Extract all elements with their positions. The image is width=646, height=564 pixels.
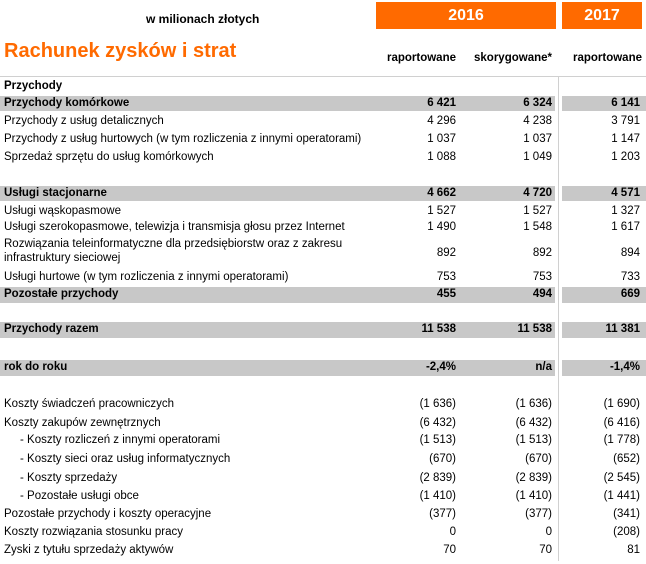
cell-2017-reported: 81 [627,544,640,556]
cell-2017-reported: 1 617 [611,221,640,233]
cell-2016-adjusted: 11 538 [517,323,552,335]
cell-2016-reported: (6 432) [419,417,456,429]
row-label: Sprzedaż sprzętu do usług komórkowych [4,151,214,163]
table-row [0,271,646,285]
cell-2016-reported: (1 513) [419,434,456,446]
cell-2016-adjusted: 1 527 [523,205,552,217]
year-2016-header: 2016 [376,2,556,29]
cell-2016-adjusted: n/a [535,361,552,373]
cell-2016-reported: -2,4% [425,361,456,373]
cell-2016-adjusted: 494 [532,288,552,300]
cell-2016-adjusted: 4 720 [523,187,552,199]
row-label: Przychody z usług detalicznych [4,115,164,127]
cell-2016-reported: 753 [436,271,456,283]
row-label-line-2: infrastruktury sieciowej [4,252,121,264]
row-label: Przychody [4,80,63,92]
header-divider [0,76,646,77]
cell-2017-reported: 733 [620,271,640,283]
cell-2017-reported: (1 441) [603,490,640,502]
cell-2017-reported: 3 791 [611,115,640,127]
cell-2016-reported: (1 636) [419,398,456,410]
cell-2016-reported: 892 [436,247,456,259]
cell-2017-reported: 11 381 [605,323,640,335]
cell-2016-adjusted: (1 513) [515,434,552,446]
cell-2016-adjusted: 892 [532,247,552,259]
row-label: Przychody komórkowe [4,97,130,109]
cell-2016-reported: 11 538 [421,323,456,335]
row-label: Usługi stacjonarne [4,187,107,199]
cell-2016-reported: 1 527 [427,205,456,217]
row-label: Usługi wąskopasmowe [4,205,121,217]
row-label: Zyski z tytułu sprzedaży aktywów [4,544,174,556]
year-2017-header: 2017 [562,2,642,29]
cell-2016-reported: (1 410) [419,490,456,502]
cell-2016-reported: 70 [443,544,456,556]
column-header-adjusted-2016: skorygowane* [474,52,552,64]
column-header-reported-2016: raportowane [386,52,456,64]
cell-2017-reported: 1 147 [611,133,640,145]
cell-2016-adjusted: (1 410) [515,490,552,502]
row-label: Przychody z usług hurtowych (w tym rozliczenia z innymi operatorami) [4,133,362,145]
cell-2016-reported: 1 490 [427,221,456,233]
row-label: Usługi hurtowe (w tym rozliczenia z innymi operatorami) [4,271,289,283]
cell-2017-reported: 1 327 [611,205,640,217]
table-row [0,453,646,467]
table-row [0,80,646,94]
row-label: Koszty zakupów zewnętrznych [4,417,161,429]
cell-2016-adjusted: 1 548 [523,221,552,233]
year-column-divider [558,76,559,561]
cell-2016-adjusted: 1 049 [523,151,552,163]
row-label-line-1: Rozwiązania teleinformatyczne dla przedsiębiorstw oraz z zakresu [4,238,343,250]
cell-2017-reported: -1,4% [609,361,640,373]
table-row [0,417,646,431]
table-row [0,526,646,540]
cell-2016-reported: 0 [449,526,456,538]
cell-2016-adjusted: 6 324 [523,97,552,109]
table-row [0,322,646,338]
cell-2016-reported: 4 662 [427,187,456,199]
cell-2016-adjusted: 753 [532,271,552,283]
page-title: Rachunek zysków i strat [4,40,237,62]
cell-2017-reported: (6 416) [603,417,640,429]
cell-2016-adjusted: (2 839) [515,472,552,484]
cell-2017-reported: (1 690) [603,398,640,410]
cell-2016-adjusted: 0 [545,526,552,538]
cell-2016-adjusted: 4 238 [523,115,552,127]
table-row [0,221,646,235]
row-label: - Koszty rozliczeń z innymi operatorami [20,434,221,446]
cell-2017-reported: 1 203 [611,151,640,163]
cell-2016-reported: (377) [429,508,456,520]
table-row [0,115,646,129]
row-label: Koszty rozwiązania stosunku pracy [4,526,183,538]
table-row [0,360,646,376]
cell-2017-reported: 4 571 [611,187,640,199]
row-label: Pozostałe przychody i koszty operacyjne [4,508,212,520]
row-label: Usługi szerokopasmowe, telewizja i transmisja głosu przez Internet [4,221,345,233]
table-row [0,238,646,266]
cell-2016-adjusted: 1 037 [523,133,552,145]
cell-2016-adjusted: (1 636) [515,398,552,410]
cell-2016-reported: 6 421 [427,97,456,109]
cell-2016-reported: (670) [429,453,456,465]
table-row [0,508,646,522]
cell-2017-reported: (1 778) [603,434,640,446]
cell-2016-reported: 1 088 [427,151,456,163]
table-row [0,205,646,219]
row-label: Przychody razem [4,323,99,335]
table-row [0,544,646,558]
cell-2016-adjusted: (377) [525,508,552,520]
table-row [0,398,646,412]
row-label: rok do roku [4,361,68,373]
table-row [0,133,646,147]
column-header-reported-2017: raportowane [572,52,642,64]
table-row [0,186,646,201]
cell-2017-reported: (2 545) [603,472,640,484]
cell-2017-reported: 894 [620,247,640,259]
cell-2016-adjusted: (6 432) [515,417,552,429]
table-row [0,96,646,111]
cell-2017-reported: (652) [613,453,640,465]
row-label: - Pozostałe usługi obce [20,490,139,502]
row-label: - Koszty sieci oraz usług informatycznych [20,453,231,465]
table-row [0,490,646,504]
table-row [0,151,646,165]
cell-2017-reported: 669 [620,288,640,300]
row-label: Koszty świadczeń pracowniczych [4,398,175,410]
row-label: Pozostałe przychody [4,288,119,300]
cell-2016-adjusted: 70 [539,544,552,556]
cell-2016-reported: 1 037 [427,133,456,145]
cell-2016-adjusted: (670) [525,453,552,465]
cell-2017-reported: 6 141 [611,97,640,109]
cell-2016-reported: 455 [436,288,456,300]
row-label: - Koszty sprzedaży [20,472,118,484]
table-row [0,472,646,486]
unit-label: w milionach złotych [146,12,260,26]
cell-2016-reported: (2 839) [419,472,456,484]
cell-2017-reported: (341) [613,508,640,520]
table-row [0,287,646,303]
cell-2016-reported: 4 296 [427,115,456,127]
table-row [0,434,646,448]
cell-2017-reported: (208) [613,526,640,538]
